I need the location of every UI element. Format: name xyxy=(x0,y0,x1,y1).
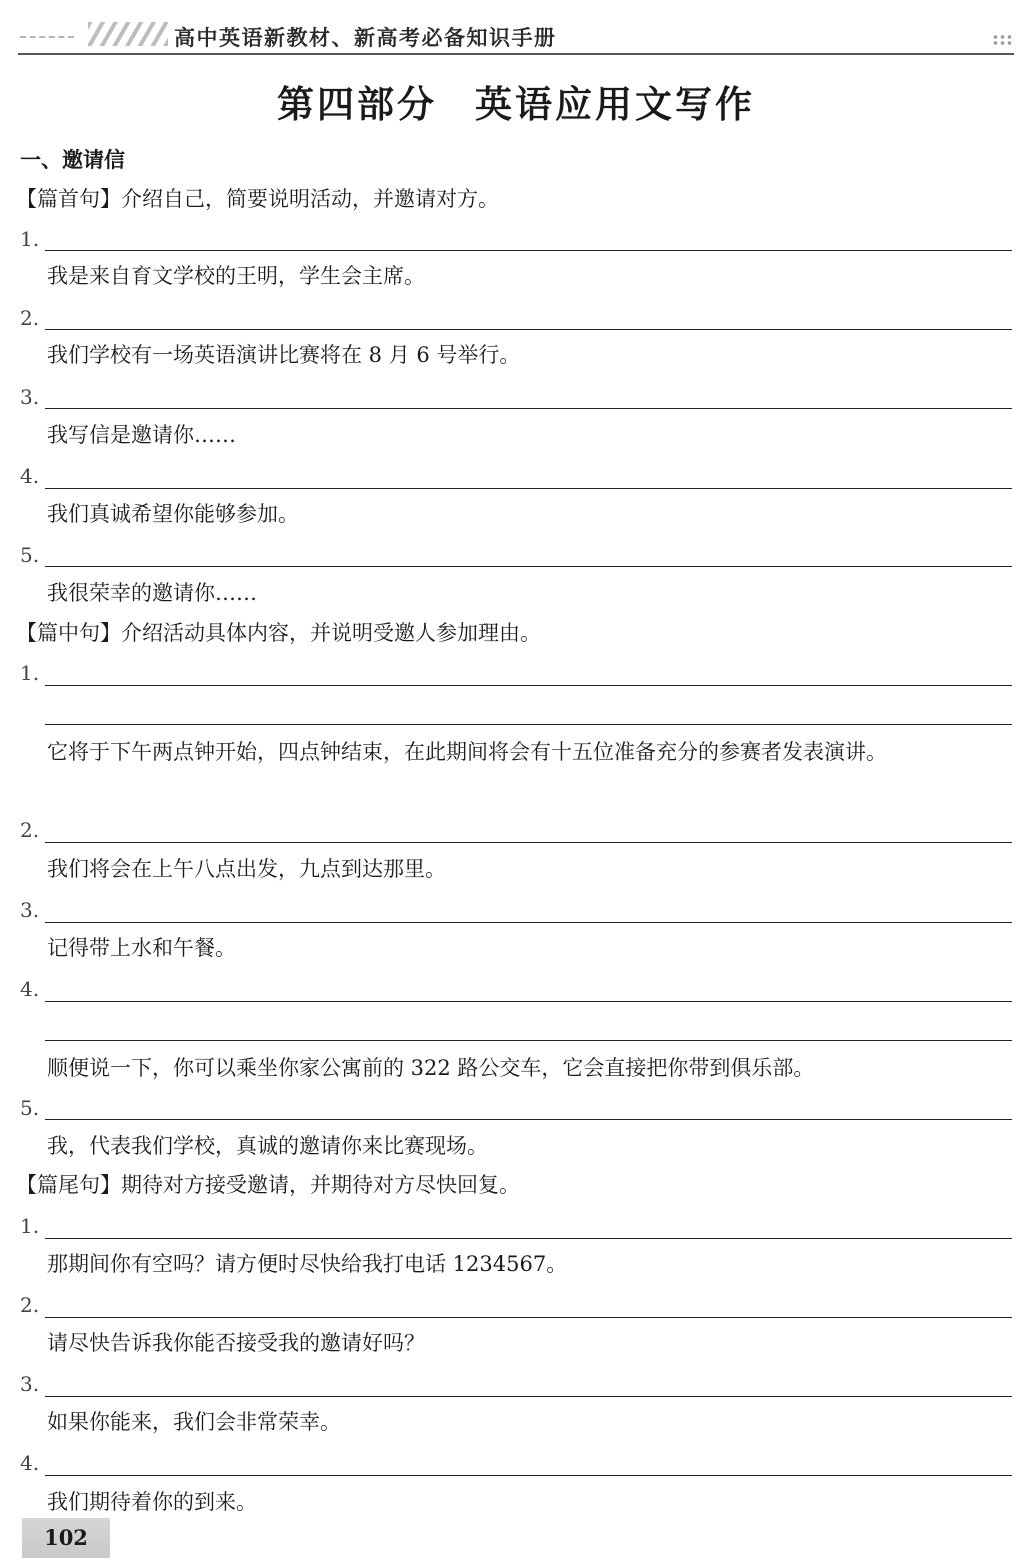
answer-blank[interactable] xyxy=(45,1119,1012,1120)
page-number: 102 xyxy=(22,1518,110,1558)
header-title: 高中英语新教材、新高考必备知识手册 xyxy=(174,26,557,50)
page-title xyxy=(0,74,1032,128)
part-name: 英语应用文写作 xyxy=(475,83,755,126)
item-number: 4. xyxy=(20,977,40,1001)
answer-blank[interactable] xyxy=(45,329,1012,330)
item-prompt: 我是来自育文学校的王明，学生会主席。 xyxy=(47,264,425,288)
answer-blank[interactable] xyxy=(45,566,1012,567)
answer-blank[interactable] xyxy=(45,842,1012,843)
item-prompt: 那期间你有空吗？请方便时尽快给我打电话 1234567。 xyxy=(47,1252,568,1276)
item-number: 2. xyxy=(20,818,40,842)
item-number: 5. xyxy=(20,1096,40,1120)
item-prompt: 我写信是邀请你…… xyxy=(47,423,236,447)
item-prompt: 我们真诚希望你能够参加。 xyxy=(47,502,299,526)
item-number: 3. xyxy=(20,1372,40,1396)
answer-blank[interactable] xyxy=(45,250,1012,251)
item-prompt: 我们期待着你的到来。 xyxy=(47,1490,257,1514)
part-label: 第四部分 xyxy=(277,83,437,126)
answer-blank[interactable] xyxy=(45,1040,1012,1041)
item-prompt: 我们将会在上午八点出发，九点到达那里。 xyxy=(47,857,446,881)
answer-blank[interactable] xyxy=(45,1475,1012,1476)
answer-blank[interactable] xyxy=(45,408,1012,409)
item-prompt: 请尽快告诉我你能否接受我的邀请好吗？ xyxy=(47,1331,425,1355)
answer-blank[interactable] xyxy=(45,1396,1012,1397)
group-heading-opening: 【篇首句】介绍自己，简要说明活动，并邀请对方。 xyxy=(16,187,499,211)
header-dash-ornament xyxy=(20,36,74,38)
group-heading-body: 【篇中句】介绍活动具体内容，并说明受邀人参加理由。 xyxy=(16,621,541,645)
item-number: 4. xyxy=(20,464,40,488)
header-slash-ornament xyxy=(88,22,168,46)
header-dots-ornament xyxy=(992,34,1014,46)
item-number: 2. xyxy=(20,306,40,330)
item-number: 1. xyxy=(20,1214,40,1238)
item-number: 2. xyxy=(20,1293,40,1317)
answer-blank[interactable] xyxy=(45,1317,1012,1318)
item-number: 4. xyxy=(20,1451,40,1475)
section-title: 一、邀请信 xyxy=(20,148,125,172)
item-number: 5. xyxy=(20,543,40,567)
item-number: 3. xyxy=(20,898,40,922)
answer-blank[interactable] xyxy=(45,1238,1012,1239)
answer-blank[interactable] xyxy=(45,488,1012,489)
running-header xyxy=(18,0,1014,58)
item-number: 3. xyxy=(20,385,40,409)
header-rule xyxy=(18,53,1014,55)
answer-blank[interactable] xyxy=(45,1001,1012,1002)
answer-blank[interactable] xyxy=(45,685,1012,686)
item-prompt: 它将于下午两点钟开始，四点钟结束，在此期间将会有十五位准备充分的参赛者发表演讲。 xyxy=(47,740,887,764)
answer-blank[interactable] xyxy=(45,724,1012,725)
item-number: 1. xyxy=(20,227,40,251)
item-prompt: 我，代表我们学校，真诚的邀请你来比赛现场。 xyxy=(47,1134,488,1158)
item-number: 1. xyxy=(20,661,40,685)
item-prompt: 我们学校有一场英语演讲比赛将在 8 月 6 号举行。 xyxy=(47,343,521,367)
item-prompt: 记得带上水和午餐。 xyxy=(47,936,236,960)
group-heading-closing: 【篇尾句】期待对方接受邀请，并期待对方尽快回复。 xyxy=(16,1173,520,1197)
item-prompt: 我很荣幸的邀请你…… xyxy=(47,581,257,605)
answer-blank[interactable] xyxy=(45,922,1012,923)
item-prompt: 如果你能来，我们会非常荣幸。 xyxy=(47,1410,341,1434)
item-prompt: 顺便说一下，你可以乘坐你家公寓前的 322 路公交车，它会直接把你带到俱乐部。 xyxy=(47,1056,815,1080)
